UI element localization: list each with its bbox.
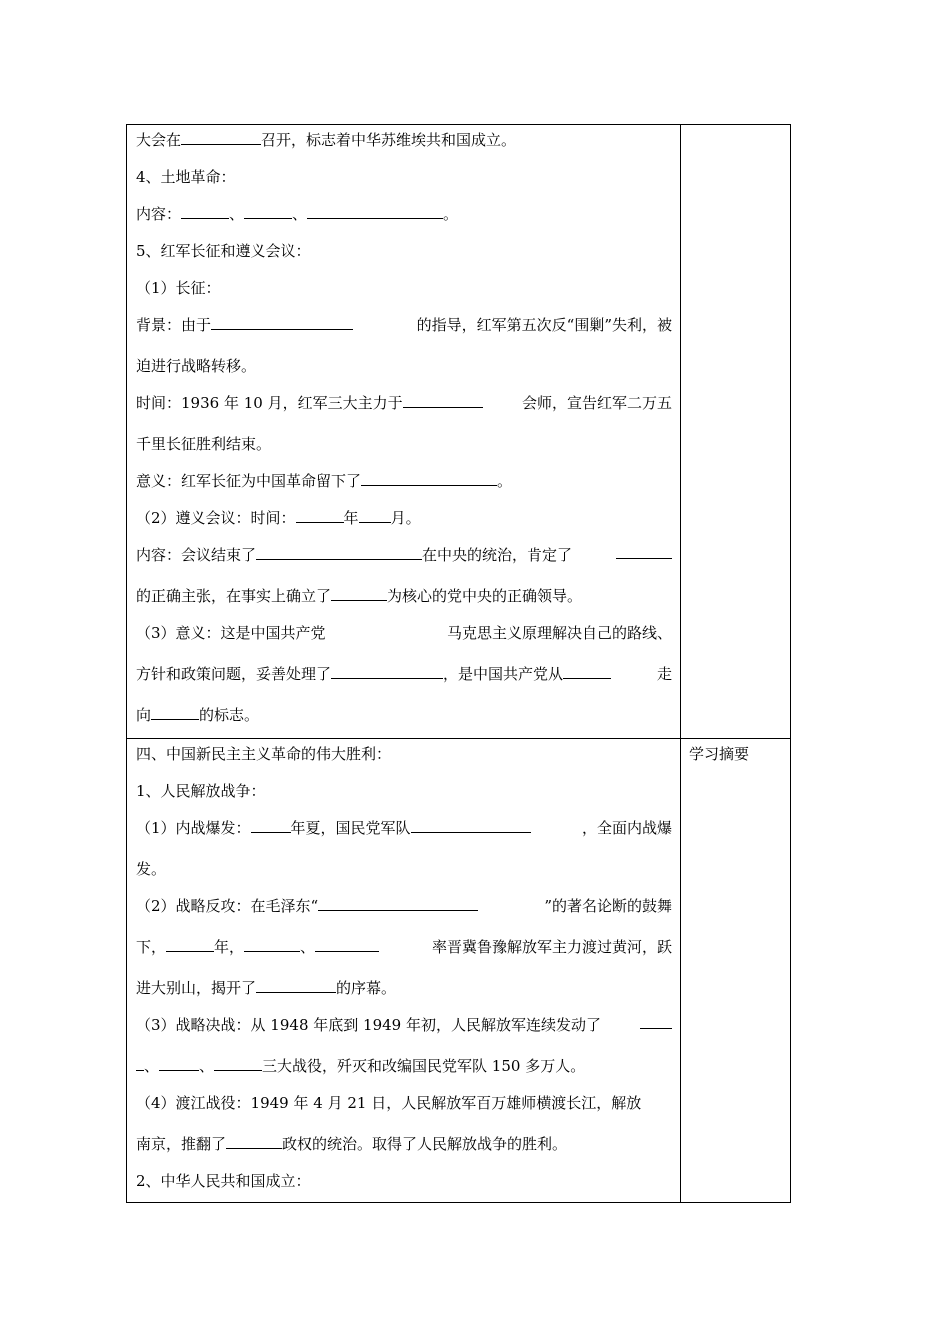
line-zunyi-significance-cont: 方针和政策问题，妥善处理了 ，是中国共产党从 走 bbox=[136, 665, 672, 683]
blank[interactable] bbox=[136, 1056, 144, 1071]
blank[interactable] bbox=[256, 978, 336, 993]
blank[interactable] bbox=[296, 508, 344, 523]
table-row-bottom bbox=[127, 739, 791, 1203]
blank[interactable] bbox=[214, 1056, 262, 1071]
line-congress: 大会在 召开，标志着中华苏维埃共和国成立。 bbox=[136, 131, 517, 149]
line-civil-war-cont: 发。 bbox=[136, 860, 167, 878]
blank[interactable] bbox=[318, 896, 478, 911]
blank[interactable] bbox=[359, 508, 391, 523]
line-civil-war: （1）内战爆发： 年夏，国民党军队 ，全面内战爆 bbox=[136, 819, 672, 837]
line-yangtze-cont: 南京，推翻了 政权的统治。取得了人民解放战争的胜利。 bbox=[136, 1135, 568, 1153]
blank[interactable] bbox=[159, 1056, 199, 1071]
study-notes-label: 学习摘要 bbox=[689, 745, 750, 763]
content-cell-top bbox=[127, 125, 681, 739]
line-background: 背景：由于 的指导，红军第五次反“围剿”失利，被 bbox=[136, 316, 672, 334]
table-row-top bbox=[127, 125, 791, 739]
line-significance: 意义：红军长征为中国革命留下了 。 bbox=[136, 472, 513, 490]
blank[interactable] bbox=[307, 204, 443, 219]
blank[interactable] bbox=[616, 544, 672, 559]
blank[interactable] bbox=[211, 315, 353, 330]
blank[interactable] bbox=[166, 937, 214, 952]
blank[interactable] bbox=[411, 818, 531, 833]
heading-land-revolution: 4、土地革命： bbox=[136, 168, 236, 186]
line-zunyi-content: 内容：会议结束了 在中央的统治，肯定了 bbox=[136, 544, 672, 566]
content-cell-bottom bbox=[127, 739, 681, 1203]
blank[interactable] bbox=[244, 937, 300, 952]
heading-liberation-war: 1、人民解放战争： bbox=[136, 782, 266, 800]
line-time-cont: 千里长征胜利结束。 bbox=[136, 435, 272, 453]
blank[interactable] bbox=[403, 393, 483, 408]
blank[interactable] bbox=[331, 586, 387, 601]
line-background-cont: 迫进行战略转移。 bbox=[136, 357, 257, 375]
line-land-content: 内容： 、 、 。 bbox=[136, 205, 459, 223]
worksheet-table bbox=[126, 124, 791, 1203]
line-decisive: （3）战略决战：从 1948 年底到 1949 年初，人民解放军连续发动了 bbox=[136, 1014, 672, 1036]
blank[interactable] bbox=[331, 664, 443, 679]
line-decisive-cont: 、 、 三大战役，歼灭和改编国民党军队 150 多万人。 bbox=[136, 1055, 672, 1077]
line-zunyi-significance: （3）意义：这是中国共产党 马克思主义原理解决自己的路线、 bbox=[136, 624, 672, 642]
line-time: 时间：1936 年 10 月，红军三大主力于 会师，宣告红军二万五 bbox=[136, 394, 672, 412]
blank[interactable] bbox=[315, 937, 379, 952]
line-zunyi-significance-end: 向 的标志。 bbox=[136, 706, 260, 724]
blank[interactable] bbox=[563, 664, 611, 679]
blank[interactable] bbox=[640, 1014, 672, 1029]
line-dabie: 进大别山，揭开了 的序幕。 bbox=[136, 979, 397, 997]
line-yangtze: （4）渡江战役：1949 年 4 月 21 日，人民解放军百万雄师横渡长江，解放 bbox=[136, 1094, 642, 1112]
blank[interactable] bbox=[151, 705, 199, 720]
notes-cell-bottom[interactable] bbox=[681, 739, 791, 1203]
blank[interactable] bbox=[181, 204, 229, 219]
blank[interactable] bbox=[256, 545, 422, 560]
line-counteroffensive-cont: 下， 年， 、 率晋冀鲁豫解放军主力渡过黄河，跃 bbox=[136, 938, 672, 956]
blank[interactable] bbox=[244, 204, 292, 219]
blank[interactable] bbox=[361, 471, 497, 486]
line-zunyi-time: （2）遵义会议：时间： 年 月。 bbox=[136, 509, 421, 527]
line-counteroffensive: （2）战略反攻：在毛泽东“ ”的著名论断的鼓舞 bbox=[136, 897, 672, 915]
heading-prc-founding: 2、中华人民共和国成立： bbox=[136, 1172, 311, 1190]
heading-victory: 四、中国新民主主义革命的伟大胜利： bbox=[136, 745, 392, 763]
heading-long-march: 5、红军长征和遵义会议： bbox=[136, 242, 311, 260]
blank[interactable] bbox=[251, 818, 291, 833]
notes-cell-top[interactable] bbox=[681, 125, 791, 739]
line-zunyi-content-cont: 的正确主张，在事实上确立了 为核心的党中央的正确领导。 bbox=[136, 587, 583, 605]
blank[interactable] bbox=[226, 1134, 282, 1149]
worksheet bbox=[126, 124, 790, 1202]
subheading-long-march: （1）长征： bbox=[136, 279, 221, 297]
blank[interactable] bbox=[181, 130, 261, 145]
